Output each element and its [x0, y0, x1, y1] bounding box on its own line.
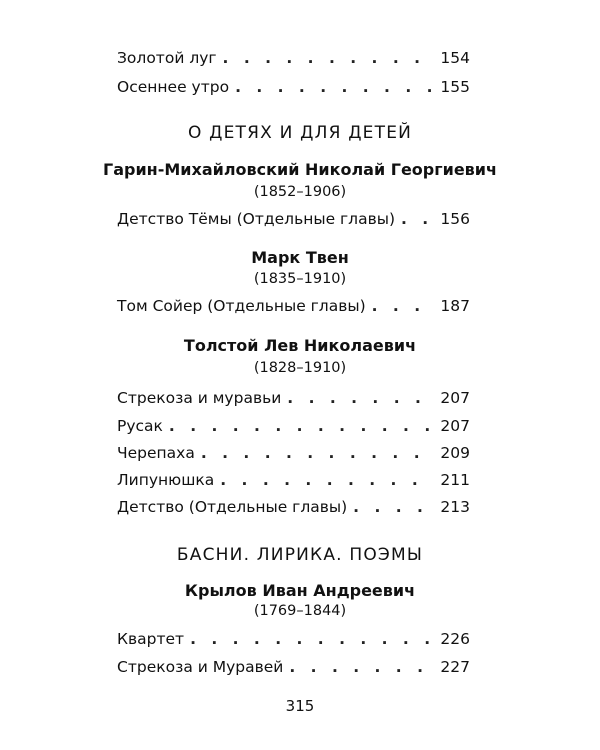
dot-leader	[353, 495, 434, 519]
toc-entry[interactable]	[117, 468, 470, 492]
section-heading: БАСНИ. ЛИРИКА. ПОЭМЫ	[176, 545, 424, 565]
dot-leader	[220, 468, 434, 492]
entry-title: Том Сойер (Отдельные главы)	[117, 297, 366, 315]
entry-page-number: 207	[440, 417, 470, 435]
entry-title: Осеннее утро	[117, 78, 230, 96]
entry-page-number: 226	[440, 630, 470, 648]
entry-title: Русак	[117, 417, 163, 435]
toc-entry[interactable]	[117, 627, 470, 651]
author-name: Толстой Лев Николаевич	[183, 336, 417, 355]
dot-leader	[289, 655, 434, 679]
dot-leader	[169, 414, 435, 438]
author-dates: (1769–1844)	[253, 603, 347, 619]
section-heading: О ДЕТЯХ И ДЛЯ ДЕТЕЙ	[187, 123, 413, 143]
toc-entry[interactable]	[117, 294, 470, 318]
entry-page-number: 156	[440, 210, 470, 228]
author-dates: (1828–1910)	[253, 360, 347, 376]
entry-page-number: 154	[440, 49, 470, 67]
author-dates: (1835–1910)	[253, 271, 347, 287]
dot-leader	[223, 46, 435, 70]
toc-entry[interactable]	[117, 441, 470, 465]
toc-entry[interactable]	[117, 414, 470, 438]
author-dates: (1852–1906)	[253, 184, 347, 200]
toc-entry[interactable]	[117, 207, 470, 231]
author-name: Марк Твен	[251, 248, 349, 267]
entry-title: Квартет	[117, 630, 185, 648]
dot-leader	[190, 627, 434, 651]
dot-leader	[372, 294, 435, 318]
toc-entry[interactable]	[117, 655, 470, 679]
entry-title: Стрекоза и муравьи	[117, 389, 282, 407]
entry-page-number: 209	[440, 444, 470, 462]
toc-entry[interactable]	[117, 386, 470, 410]
author-name: Гарин-Михайловский Николай Георгиевич	[103, 160, 497, 179]
author-name: Крылов Иван Андреевич	[184, 581, 416, 600]
entry-page-number: 207	[440, 389, 470, 407]
entry-title: Стрекоза и Муравей	[117, 658, 284, 676]
toc-entry[interactable]	[117, 75, 470, 99]
entry-page-number: 155	[440, 78, 470, 96]
dot-leader	[235, 75, 434, 99]
entry-page-number: 187	[440, 297, 470, 315]
dot-leader	[287, 386, 434, 410]
entry-page-number: 227	[440, 658, 470, 676]
entry-page-number: 211	[440, 471, 470, 489]
entry-title: Липунюшка	[117, 471, 215, 489]
entry-title: Детство (Отдельные главы)	[117, 498, 348, 516]
toc-entry[interactable]	[117, 46, 470, 70]
entry-title: Детство Тёмы (Отдельные главы)	[117, 210, 396, 228]
entry-title: Золотой луг	[117, 49, 217, 67]
dot-leader	[201, 441, 435, 465]
toc-entry[interactable]	[117, 495, 470, 519]
entry-title: Черепаха	[117, 444, 195, 462]
page-number: 315	[285, 697, 315, 715]
entry-page-number: 213	[440, 498, 470, 516]
dot-leader	[401, 207, 434, 231]
